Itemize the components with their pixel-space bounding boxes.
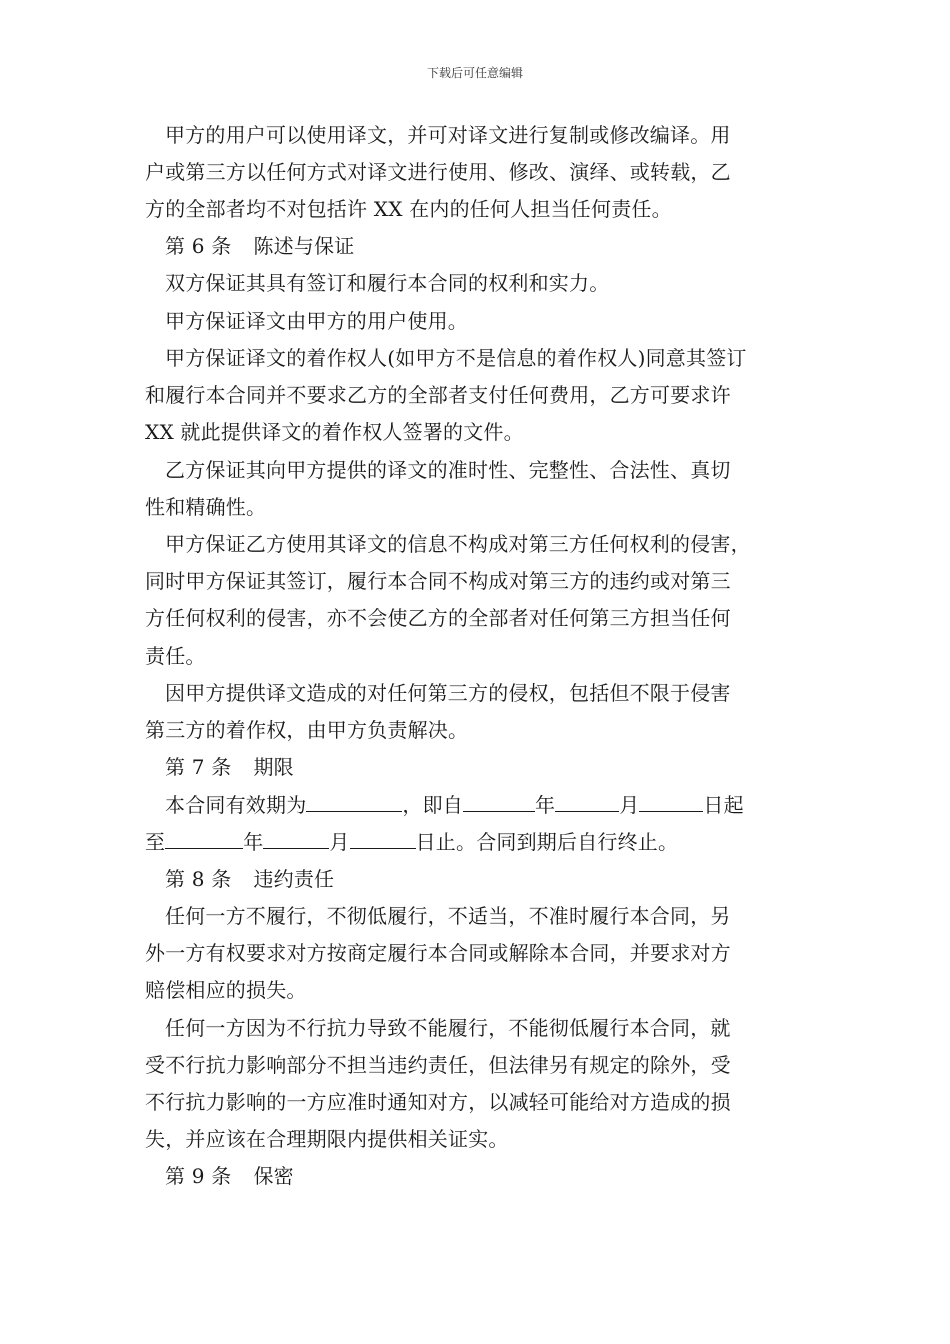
article-heading: [165, 752, 294, 782]
paragraph-line: 任何一方不履行，不彻低履行，不适当，不准时履行本合同，另: [165, 904, 731, 928]
paragraph-line: 甲方保证乙方使用其译文的信息不构成对第三方任何权利的侵害，: [165, 532, 751, 556]
article-title: 违约责任: [253, 867, 335, 891]
paragraph-line: 失，并应该在合理期限内提供相关证实。: [145, 1127, 509, 1151]
term-text: 至: [145, 830, 166, 854]
blank-field[interactable]: [639, 789, 703, 812]
article-heading: [165, 1161, 294, 1191]
paragraph-line: 方的全部者均不对包括许 XX 在内的任何人担当任何责任。: [145, 197, 672, 221]
paragraph-line: 第三方的着作权，由甲方负责解决。: [145, 718, 469, 742]
article-title: 期限: [253, 755, 294, 779]
paragraph-line: 甲方的用户可以使用译文，并可对译文进行复制或修改编译。用: [165, 123, 731, 147]
article-number: 第 7 条: [165, 755, 232, 779]
term-text: 本合同有效期为: [165, 793, 307, 817]
page-header: 下载后可任意编辑: [426, 66, 523, 80]
term-text: ，即自: [402, 793, 464, 817]
paragraph-line: 和履行本合同并不要求乙方的全部者支付任何费用，乙方可要求许: [145, 383, 731, 407]
paragraph-line: 受不行抗力影响部分不担当违约责任，但法律另有规定的除外，受: [145, 1053, 731, 1077]
term-line-1: [165, 789, 744, 819]
article-number: 第 6 条: [165, 234, 232, 258]
paragraph-line: 户或第三方以任何方式对译文进行使用、修改、演绎、或转载，乙: [145, 160, 731, 184]
article-heading: [165, 231, 354, 261]
term-text: 日起: [703, 793, 744, 817]
paragraph-line: 性和精确性。: [145, 495, 267, 519]
paragraph-line: 任何一方因为不行抗力导致不能履行，不能彻低履行本合同，就: [165, 1016, 731, 1040]
article-number: 第 9 条: [165, 1164, 232, 1188]
paragraph-line: 甲方保证译文由甲方的用户使用。: [165, 309, 468, 333]
article-number: 第 8 条: [165, 867, 232, 891]
term-text: 月: [329, 830, 350, 854]
article-title: 保密: [253, 1164, 294, 1188]
article-title: 陈述与保证: [253, 234, 355, 258]
paragraph-line: 同时甲方保证其签订，履行本合同不构成对第三方的违约或对第三: [145, 569, 731, 593]
blank-field[interactable]: [165, 826, 243, 849]
term-text: 月: [619, 793, 640, 817]
term-text: 日止。合同到期后自行终止。: [415, 830, 679, 854]
blank-field[interactable]: [306, 789, 402, 812]
article-heading: [165, 864, 334, 894]
paragraph-line: XX 就此提供译文的着作权人签署的文件。: [145, 420, 524, 444]
blank-field[interactable]: [263, 826, 329, 849]
paragraph-line: 外一方有权要求对方按商定履行本合同或解除本合同，并要求对方: [145, 941, 731, 965]
paragraph-line: 因甲方提供译文造成的对任何第三方的侵权，包括但不限于侵害: [165, 681, 731, 705]
term-text: 年: [535, 793, 556, 817]
paragraph-line: 甲方保证译文的着作权人(如甲方不是信息的着作权人)同意其签订: [165, 346, 747, 370]
term-text: 年: [243, 830, 264, 854]
blank-field[interactable]: [555, 789, 619, 812]
term-line-2: [145, 826, 678, 856]
paragraph-line: 不行抗力影响的一方应准时通知对方，以减轻可能给对方造成的损: [145, 1090, 731, 1114]
paragraph-line: 赔偿相应的损失。: [145, 978, 307, 1002]
blank-field[interactable]: [463, 789, 535, 812]
paragraph-line: 双方保证其具有签订和履行本合同的权利和实力。: [165, 271, 610, 295]
blank-field[interactable]: [350, 826, 416, 849]
paragraph-line: 乙方保证其向甲方提供的译文的准时性、完整性、合法性、真切: [165, 458, 731, 482]
paragraph-line: 方任何权利的侵害，亦不会使乙方的全部者对任何第三方担当任何: [145, 606, 731, 630]
paragraph-line: 责任。: [145, 644, 206, 668]
